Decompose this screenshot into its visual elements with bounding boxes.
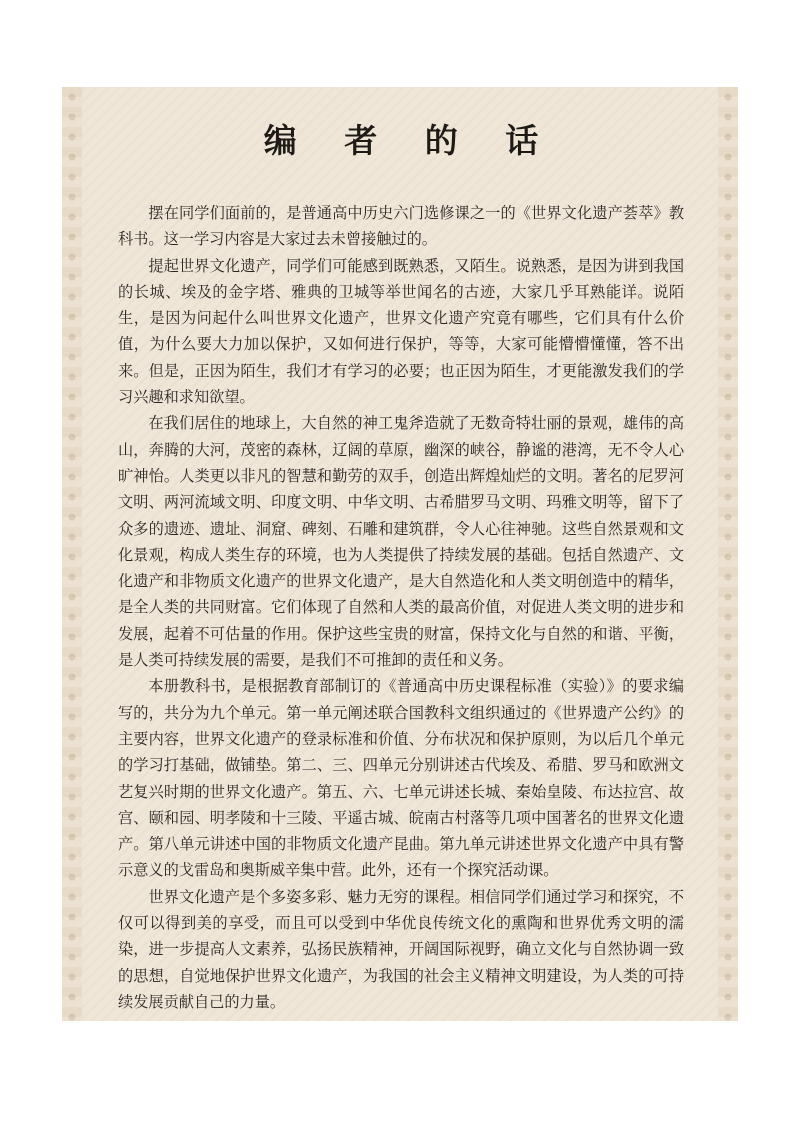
- page-content: [118, 115, 684, 1015]
- paragraph-3: 在我们居住的地球上，大自然的神工鬼斧造就了无数奇特壮丽的景观，雄伟的高山，奔腾的大河，茂密的森林，辽阔的草原，幽深的峡谷，静谧的港湾，无不令人心旷神怡。人类更以非凡的智慧和勤劳的双手，创造出辉煌灿烂的文明。著名的尼罗河文明、两河流域文明、印度文明、中华文明、古希腊罗马文明、玛雅文明等，留下了众多的遗迹、遗址、洞窟、碑刻、石雕和建筑群，令人心往神驰。这些自然景观和文化景观，构成人类生存的环境，也为人类提供了持续发展的基础。包括自然遗产、文化遗产和非物质文化遗产的世界文化遗产，是大自然造化和人类文明创造中的精华，是全人类的共同财富。它们体现了自然和人类的最高价值，对促进人类文明的进步和发展，起着不可估量的作用。保护这些宝贵的财富，保持文化与自然的和谐、平衡，是人类可持续发展的需要，是我们不可推卸的责任和义务。: [118, 414, 684, 670]
- paragraph-5: 世界文化遗产是个多姿多彩、魅力无穷的课程。相信同学们通过学习和探究，不仅可以得到美的享受，而且可以受到中华优良传统文化的熏陶和世界优秀文明的濡染，进一步提高人文素养，弘扬民族精神，开阔国际视野，确立文化与自然协调一致的思想，自觉地保护世界文化遗产，为我国的社会主义精神文明建设，为人类的可持续发展贡献自己的力量。: [118, 887, 684, 1011]
- decorative-border-right: [718, 87, 738, 1021]
- paragraph-2: 提起世界文化遗产，同学们可能感到既熟悉，又陌生。说熟悉，是因为讲到我国的长城、埃及的金字塔、雅典的卫城等举世闻名的古迹，大家几乎耳熟能详。说陌生，是因为问起什么叫世界文化遗产，世界文化遗产究竟有哪些，它们具有什么价值，为什么要大力加以保护，又如何进行保护，等等，大家可能懵懵懂懂，答不出来。但是，正因为陌生，我们才有学习的必要；也正因为陌生，才更能激发我们的学习兴趣和求知欲望。: [118, 256, 684, 407]
- paragraph-1: 摆在同学们面前的，是普通高中历史六门选修课之一的《世界文化遗产荟萃》教科书。这一学习内容是大家过去未曾接触过的。: [118, 204, 684, 249]
- page-frame: [62, 87, 738, 1021]
- decorative-border-left: [62, 87, 82, 1021]
- paragraph-4: 本册教科书，是根据教育部制订的《普通高中历史课程标准（实验）》的要求编写的，共分为九个单元。第一单元阐述联合国教科文组织通过的《世界遗产公约》的主要内容，世界文化遗产的登录标准和价值、分布状况和保护原则，为以后几个单元的学习打基础，做铺垫。第二、三、四单元分别讲述古代埃及、希腊、罗马和欧洲文艺复兴时期的世界文化遗产。第五、六、七单元讲述长城、秦始皇陵、布达拉宫、故宫、颐和园、明孝陵和十三陵、平遥古城、皖南古村落等几项中国著名的世界文化遗产。第八单元讲述中国的非物质文化遗产昆曲。第九单元讲述世界文化遗产中具有警示意义的戈雷岛和奥斯威辛集中营。此外，还有一个探究活动课。: [118, 677, 684, 880]
- page-title: 编 者 的 话: [263, 121, 557, 160]
